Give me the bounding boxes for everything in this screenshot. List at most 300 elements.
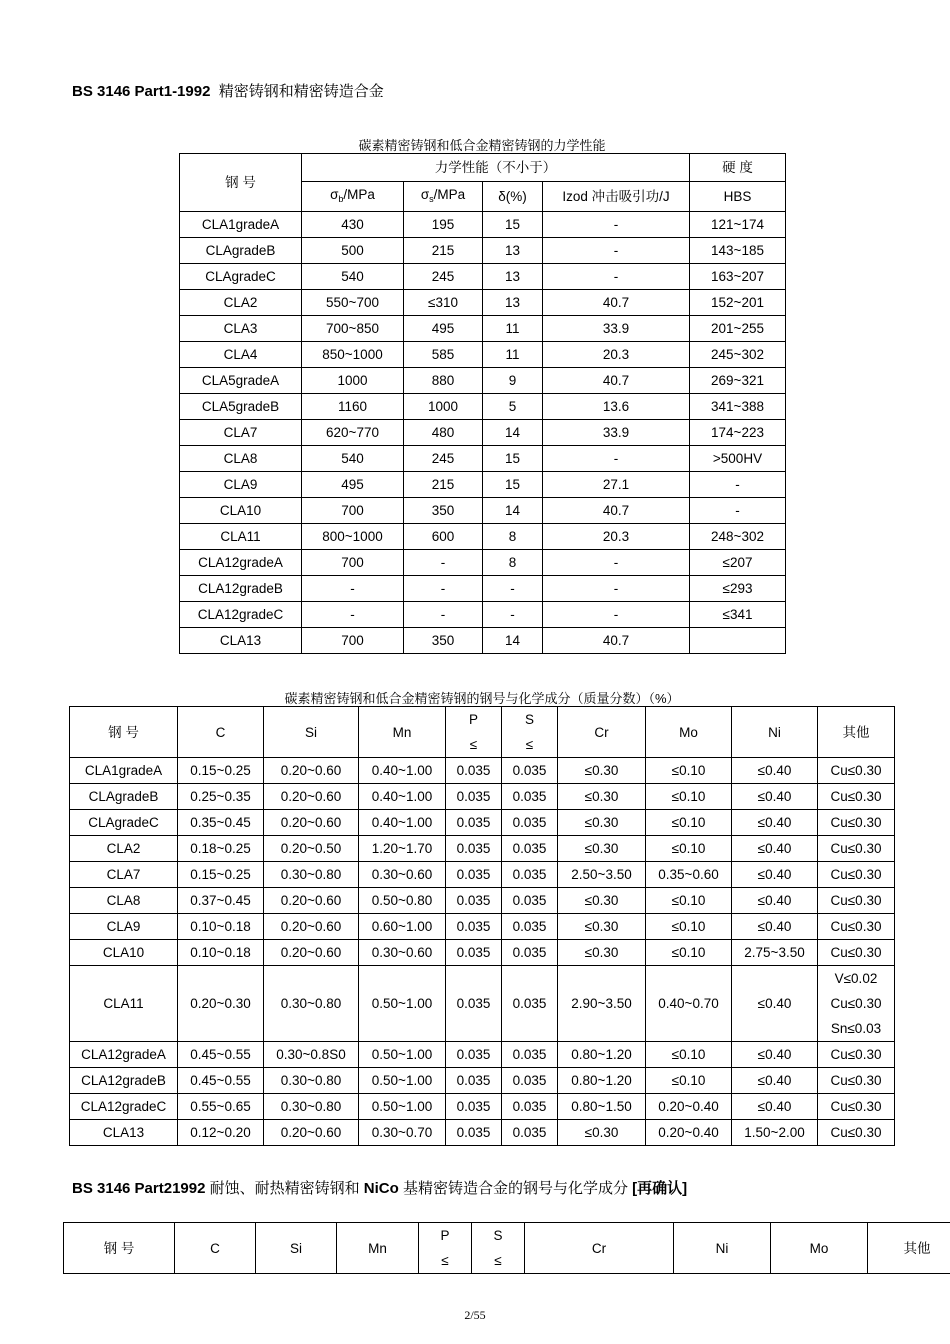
cell-s: 0.035 <box>502 784 558 810</box>
cell-elongation: 15 <box>483 212 543 238</box>
cell-hardness <box>690 628 786 654</box>
cell-si: 0.30~0.80 <box>264 1094 359 1120</box>
cell-izod-impact: - <box>543 550 690 576</box>
cell-cr: 2.90~3.50 <box>558 966 646 1042</box>
section-title: 精密铸钢和精密铸造合金 <box>218 83 384 100</box>
table-row <box>180 420 786 446</box>
header-other: 其他 <box>818 707 895 758</box>
header-izod-impact: Izod 冲击吸引功/J <box>543 182 690 212</box>
cell-tensile-strength: 700 <box>302 550 404 576</box>
cell-mn: 0.50~1.00 <box>359 1094 446 1120</box>
cell-tensile-strength: 800~1000 <box>302 524 404 550</box>
cell-hardness: 201~255 <box>690 316 786 342</box>
cell-steel-grade: CLA12gradeA <box>180 550 302 576</box>
header-yield-strength: $\sigma_s$/MPa <box>404 182 483 212</box>
cell-tensile-strength: - <box>302 602 404 628</box>
cell-p: 0.035 <box>446 940 502 966</box>
cell-other: Cu≤0.30 <box>818 758 895 784</box>
cell-steel-grade: CLA8 <box>70 888 178 914</box>
cell-c: 0.10~0.18 <box>178 940 264 966</box>
cell-other: Cu≤0.30 <box>818 784 895 810</box>
cell-mo: ≤0.10 <box>646 888 732 914</box>
cell-mn: 1.20~1.70 <box>359 836 446 862</box>
cell-hardness: 152~201 <box>690 290 786 316</box>
cell-mn: 0.50~1.00 <box>359 1042 446 1068</box>
cell-mo: ≤0.10 <box>646 940 732 966</box>
cell-cr: ≤0.30 <box>558 784 646 810</box>
cell-p: 0.035 <box>446 888 502 914</box>
table-row <box>180 498 786 524</box>
cell-mn: 0.50~1.00 <box>359 966 446 1042</box>
cell-steel-grade: CLA5gradeB <box>180 394 302 420</box>
table-row <box>70 1068 895 1094</box>
table-row <box>180 316 786 342</box>
cell-s: 0.035 <box>502 810 558 836</box>
cell-elongation: - <box>483 602 543 628</box>
cell-mn: 0.50~0.80 <box>359 888 446 914</box>
cell-mn: 0.40~1.00 <box>359 784 446 810</box>
header-mo: Mo <box>771 1223 868 1274</box>
cell-yield-strength: 880 <box>404 368 483 394</box>
cell-hardness: 248~302 <box>690 524 786 550</box>
table-row <box>180 446 786 472</box>
cell-mn: 0.60~1.00 <box>359 914 446 940</box>
cell-mo: ≤0.10 <box>646 914 732 940</box>
cell-steel-grade: CLA10 <box>180 498 302 524</box>
cell-elongation: 11 <box>483 342 543 368</box>
cell-p: 0.035 <box>446 836 502 862</box>
cell-c: 0.45~0.55 <box>178 1068 264 1094</box>
cell-steel-grade: CLA12gradeC <box>180 602 302 628</box>
cell-p: 0.035 <box>446 758 502 784</box>
cell-other <box>818 966 895 1042</box>
cell-yield-strength: 245 <box>404 264 483 290</box>
cell-mn: 0.30~0.60 <box>359 862 446 888</box>
cell-p: 0.035 <box>446 784 502 810</box>
cell-hardness: - <box>690 498 786 524</box>
cell-yield-strength: - <box>404 602 483 628</box>
header-steel-grade: 钢 号 <box>70 707 178 758</box>
cell-si: 0.20~0.60 <box>264 888 359 914</box>
cell-mn: 0.30~0.70 <box>359 1120 446 1146</box>
cell-ni: ≤0.40 <box>732 966 818 1042</box>
cell-ni: ≤0.40 <box>732 1068 818 1094</box>
cell-cr: ≤0.30 <box>558 914 646 940</box>
table-row <box>70 784 895 810</box>
cell-other: Cu≤0.30 <box>818 1042 895 1068</box>
table-row <box>70 758 895 784</box>
cell-izod-impact: 33.9 <box>543 316 690 342</box>
cell-cr: ≤0.30 <box>558 758 646 784</box>
table-row <box>180 264 786 290</box>
header-cr: Cr <box>525 1223 674 1274</box>
cell-s: 0.035 <box>502 1042 558 1068</box>
cell-steel-grade: CLA12gradeB <box>70 1068 178 1094</box>
cell-ni: ≤0.40 <box>732 784 818 810</box>
header-si: Si <box>264 707 359 758</box>
corrosion-resistant-composition-table <box>63 1222 950 1274</box>
cell-si: 0.30~0.80 <box>264 1068 359 1094</box>
cell-hardness: 341~388 <box>690 394 786 420</box>
header-hbs: HBS <box>690 182 786 212</box>
cell-elongation: 14 <box>483 628 543 654</box>
cell-izod-impact: 40.7 <box>543 290 690 316</box>
cell-s: 0.035 <box>502 758 558 784</box>
cell-si: 0.20~0.60 <box>264 940 359 966</box>
cell-yield-strength: 215 <box>404 238 483 264</box>
cell-mo: ≤0.10 <box>646 836 732 862</box>
cell-c: 0.15~0.25 <box>178 862 264 888</box>
cell-izod-impact: 40.7 <box>543 368 690 394</box>
table-row <box>180 628 786 654</box>
cell-steel-grade: CLA2 <box>180 290 302 316</box>
cell-s: 0.035 <box>502 940 558 966</box>
cell-s: 0.035 <box>502 1120 558 1146</box>
cell-cr: 0.80~1.50 <box>558 1094 646 1120</box>
header-ni: Ni <box>674 1223 771 1274</box>
cell-tensile-strength: 540 <box>302 446 404 472</box>
cell-mn: 0.30~0.60 <box>359 940 446 966</box>
cell-c: 0.25~0.35 <box>178 784 264 810</box>
cell-steel-grade: CLA13 <box>70 1120 178 1146</box>
table-row <box>180 472 786 498</box>
cell-elongation: 8 <box>483 550 543 576</box>
cell-hardness: 121~174 <box>690 212 786 238</box>
standard-code: BS 3146 Part1-1992 <box>72 83 211 100</box>
header-ni: Ni <box>732 707 818 758</box>
header-mo: Mo <box>646 707 732 758</box>
cell-p: 0.035 <box>446 1042 502 1068</box>
cell-si: 0.30~0.80 <box>264 966 359 1042</box>
cell-ni: ≤0.40 <box>732 836 818 862</box>
header-p: P ≤ <box>419 1223 472 1274</box>
cell-hardness: ≤341 <box>690 602 786 628</box>
header-mn: Mn <box>337 1223 419 1274</box>
cell-steel-grade: CLAgradeC <box>70 810 178 836</box>
cell-izod-impact: 27.1 <box>543 472 690 498</box>
cell-tensile-strength: 700~850 <box>302 316 404 342</box>
section-heading-part1 <box>72 80 384 101</box>
table-row <box>180 576 786 602</box>
cell-other: Cu≤0.30 <box>818 940 895 966</box>
cell-elongation: 13 <box>483 264 543 290</box>
cell-ni: ≤0.40 <box>732 1042 818 1068</box>
cell-c: 0.20~0.30 <box>178 966 264 1042</box>
cell-elongation: 5 <box>483 394 543 420</box>
header-other: 其他 <box>868 1223 950 1274</box>
cell-yield-strength: 480 <box>404 420 483 446</box>
cell-cr: 2.50~3.50 <box>558 862 646 888</box>
cell-c: 0.12~0.20 <box>178 1120 264 1146</box>
cell-other: Cu≤0.30 <box>818 1094 895 1120</box>
table-row <box>180 368 786 394</box>
cell-elongation: 13 <box>483 238 543 264</box>
table-row <box>180 524 786 550</box>
cell-yield-strength: 215 <box>404 472 483 498</box>
table-row <box>70 1094 895 1120</box>
cell-si: 0.20~0.60 <box>264 810 359 836</box>
cell-steel-grade: CLAgradeB <box>180 238 302 264</box>
cell-yield-strength: 350 <box>404 498 483 524</box>
cell-si: 0.30~0.8S0 <box>264 1042 359 1068</box>
cell-izod-impact: 20.3 <box>543 524 690 550</box>
cell-mo: ≤0.10 <box>646 810 732 836</box>
cell-hardness: - <box>690 472 786 498</box>
cell-ni: ≤0.40 <box>732 758 818 784</box>
cell-steel-grade: CLA8 <box>180 446 302 472</box>
table-row <box>180 290 786 316</box>
cell-yield-strength: - <box>404 576 483 602</box>
cell-s: 0.035 <box>502 1094 558 1120</box>
cell-si: 0.20~0.60 <box>264 1120 359 1146</box>
cell-tensile-strength: 540 <box>302 264 404 290</box>
cell-ni: ≤0.40 <box>732 810 818 836</box>
cell-hardness: ≤293 <box>690 576 786 602</box>
cell-ni: ≤0.40 <box>732 888 818 914</box>
cell-mo: ≤0.10 <box>646 784 732 810</box>
cell-cr: ≤0.30 <box>558 888 646 914</box>
nico-label: NiCo <box>363 1180 399 1197</box>
cell-izod-impact: 33.9 <box>543 420 690 446</box>
cell-steel-grade: CLA1gradeA <box>70 758 178 784</box>
cell-tensile-strength: 550~700 <box>302 290 404 316</box>
cell-tensile-strength: 620~770 <box>302 420 404 446</box>
cell-mo: ≤0.10 <box>646 1068 732 1094</box>
header-steel-grade: 钢 号 <box>180 154 302 212</box>
cell-ni: 1.50~2.00 <box>732 1120 818 1146</box>
cell-steel-grade: CLA12gradeA <box>70 1042 178 1068</box>
cell-p: 0.035 <box>446 1120 502 1146</box>
cell-mo: 0.20~0.40 <box>646 1120 732 1146</box>
cell-hardness: >500HV <box>690 446 786 472</box>
table-row <box>180 212 786 238</box>
cell-s: 0.035 <box>502 966 558 1042</box>
cell-steel-grade: CLA13 <box>180 628 302 654</box>
cell-s: 0.035 <box>502 888 558 914</box>
cell-cr: 0.80~1.20 <box>558 1068 646 1094</box>
cell-si: 0.20~0.60 <box>264 914 359 940</box>
cell-cr: ≤0.30 <box>558 836 646 862</box>
cell-si: 0.20~0.50 <box>264 836 359 862</box>
header-elongation: δ(%) <box>483 182 543 212</box>
table-row <box>70 1042 895 1068</box>
cell-steel-grade: CLA10 <box>70 940 178 966</box>
cell-steel-grade: CLA5gradeA <box>180 368 302 394</box>
cell-mo: ≤0.10 <box>646 1042 732 1068</box>
cell-c: 0.10~0.18 <box>178 914 264 940</box>
table-row <box>180 342 786 368</box>
table-row <box>70 810 895 836</box>
cell-p: 0.035 <box>446 810 502 836</box>
cell-ni: 2.75~3.50 <box>732 940 818 966</box>
cell-c: 0.37~0.45 <box>178 888 264 914</box>
header-tensile-strength: $\sigma_b$/MPa <box>302 182 404 212</box>
table-row <box>180 550 786 576</box>
cell-steel-grade: CLA9 <box>180 472 302 498</box>
other-element-value: V≤0.02 <box>834 971 878 986</box>
cell-yield-strength: 350 <box>404 628 483 654</box>
header-s: S ≤ <box>472 1223 525 1274</box>
cell-elongation: 15 <box>483 472 543 498</box>
cell-izod-impact: - <box>543 264 690 290</box>
cell-s: 0.035 <box>502 836 558 862</box>
header-si: Si <box>256 1223 337 1274</box>
cell-elongation: - <box>483 576 543 602</box>
table-row <box>70 914 895 940</box>
cell-hardness: 269~321 <box>690 368 786 394</box>
cell-s: 0.035 <box>502 862 558 888</box>
table-row <box>180 238 786 264</box>
cell-tensile-strength: 430 <box>302 212 404 238</box>
cell-other: Cu≤0.30 <box>818 862 895 888</box>
mechanical-properties-table <box>179 153 786 654</box>
cell-steel-grade: CLA1gradeA <box>180 212 302 238</box>
cell-elongation: 15 <box>483 446 543 472</box>
cell-izod-impact: 20.3 <box>543 342 690 368</box>
cell-izod-impact: - <box>543 238 690 264</box>
header-p: P ≤ <box>446 707 502 758</box>
cell-tensile-strength: - <box>302 576 404 602</box>
cell-other: Cu≤0.30 <box>818 1120 895 1146</box>
table-row <box>180 602 786 628</box>
cell-ni: ≤0.40 <box>732 1094 818 1120</box>
cell-c: 0.45~0.55 <box>178 1042 264 1068</box>
cell-c: 0.18~0.25 <box>178 836 264 862</box>
cell-izod-impact: 40.7 <box>543 498 690 524</box>
cell-tensile-strength: 500 <box>302 238 404 264</box>
cell-steel-grade: CLAgradeB <box>70 784 178 810</box>
cell-cr: 0.80~1.20 <box>558 1042 646 1068</box>
cell-steel-grade: CLA12gradeC <box>70 1094 178 1120</box>
other-element-value: Sn≤0.03 <box>830 1021 882 1036</box>
table-row <box>180 394 786 420</box>
header-cr: Cr <box>558 707 646 758</box>
cell-mo: 0.40~0.70 <box>646 966 732 1042</box>
cell-other: Cu≤0.30 <box>818 1068 895 1094</box>
table-row <box>70 940 895 966</box>
cell-other: Cu≤0.30 <box>818 914 895 940</box>
cell-tensile-strength: 850~1000 <box>302 342 404 368</box>
cell-izod-impact: - <box>543 446 690 472</box>
cell-p: 0.035 <box>446 862 502 888</box>
cell-yield-strength: 195 <box>404 212 483 238</box>
cell-steel-grade: CLA7 <box>180 420 302 446</box>
cell-steel-grade: CLA9 <box>70 914 178 940</box>
cell-tensile-strength: 700 <box>302 498 404 524</box>
cell-steel-grade: CLA11 <box>180 524 302 550</box>
header-c: C <box>175 1223 256 1274</box>
standard-code: BS 3146 Part21992 <box>72 1180 206 1197</box>
cell-steel-grade: CLA12gradeB <box>180 576 302 602</box>
cell-hardness: 174~223 <box>690 420 786 446</box>
header-c: C <box>178 707 264 758</box>
reconfirm-note: [再确认] <box>632 1180 688 1197</box>
cell-izod-impact: 13.6 <box>543 394 690 420</box>
cell-izod-impact: - <box>543 602 690 628</box>
cell-izod-impact: - <box>543 212 690 238</box>
table-row <box>70 862 895 888</box>
cell-elongation: 8 <box>483 524 543 550</box>
cell-c: 0.35~0.45 <box>178 810 264 836</box>
cell-hardness: ≤207 <box>690 550 786 576</box>
cell-ni: ≤0.40 <box>732 914 818 940</box>
cell-yield-strength: 245 <box>404 446 483 472</box>
cell-other: Cu≤0.30 <box>818 810 895 836</box>
cell-c: 0.55~0.65 <box>178 1094 264 1120</box>
table1-caption: 碳素精密铸钢和低合金精密铸钢的力学性能 <box>358 138 606 153</box>
section-title-a: 耐蚀、耐热精密铸钢和 <box>209 1180 360 1197</box>
cell-hardness: 143~185 <box>690 238 786 264</box>
header-s: S ≤ <box>502 707 558 758</box>
cell-tensile-strength: 700 <box>302 628 404 654</box>
cell-tensile-strength: 495 <box>302 472 404 498</box>
table-row <box>70 836 895 862</box>
cell-hardness: 163~207 <box>690 264 786 290</box>
cell-elongation: 14 <box>483 420 543 446</box>
cell-yield-strength: 1000 <box>404 394 483 420</box>
cell-yield-strength: 585 <box>404 342 483 368</box>
cell-hardness: 245~302 <box>690 342 786 368</box>
cell-elongation: 9 <box>483 368 543 394</box>
cell-p: 0.035 <box>446 914 502 940</box>
cell-steel-grade: CLAgradeC <box>180 264 302 290</box>
cell-izod-impact: 40.7 <box>543 628 690 654</box>
cell-yield-strength: 495 <box>404 316 483 342</box>
table-row <box>70 966 895 1042</box>
section-title-b: 基精密铸造合金的钢号与化学成分 <box>402 1180 628 1197</box>
cell-mn: 0.50~1.00 <box>359 1068 446 1094</box>
cell-other: Cu≤0.30 <box>818 888 895 914</box>
section-heading-part2 <box>72 1177 687 1198</box>
cell-mo: ≤0.10 <box>646 758 732 784</box>
cell-yield-strength: ≤310 <box>404 290 483 316</box>
cell-s: 0.035 <box>502 914 558 940</box>
cell-yield-strength: - <box>404 550 483 576</box>
cell-mn: 0.40~1.00 <box>359 758 446 784</box>
table-row <box>70 888 895 914</box>
cell-si: 0.30~0.80 <box>264 862 359 888</box>
cell-izod-impact: - <box>543 576 690 602</box>
table-row <box>70 1120 895 1146</box>
cell-si: 0.20~0.60 <box>264 758 359 784</box>
cell-ni: ≤0.40 <box>732 862 818 888</box>
cell-steel-grade: CLA11 <box>70 966 178 1042</box>
cell-cr: ≤0.30 <box>558 1120 646 1146</box>
chemical-composition-table <box>69 706 895 1146</box>
cell-p: 0.035 <box>446 1068 502 1094</box>
cell-p: 0.035 <box>446 1094 502 1120</box>
cell-cr: ≤0.30 <box>558 940 646 966</box>
cell-other: Cu≤0.30 <box>818 836 895 862</box>
header-hardness: 硬 度 <box>690 154 786 182</box>
header-steel-grade: 钢 号 <box>64 1223 175 1274</box>
cell-elongation: 11 <box>483 316 543 342</box>
table2-caption: 碳素精密铸钢和低合金精密铸钢的钢号与化学成分（质量分数）（%） <box>284 691 680 706</box>
page-number: 2/55 <box>464 1308 486 1322</box>
cell-steel-grade: CLA2 <box>70 836 178 862</box>
cell-steel-grade: CLA7 <box>70 862 178 888</box>
cell-steel-grade: CLA4 <box>180 342 302 368</box>
cell-si: 0.20~0.60 <box>264 784 359 810</box>
cell-p: 0.035 <box>446 966 502 1042</box>
cell-mo: 0.35~0.60 <box>646 862 732 888</box>
cell-tensile-strength: 1000 <box>302 368 404 394</box>
other-element-value: Cu≤0.30 <box>830 996 882 1011</box>
cell-mo: 0.20~0.40 <box>646 1094 732 1120</box>
header-mechanical-properties: 力学性能（不小于） <box>302 154 690 182</box>
cell-cr: ≤0.30 <box>558 810 646 836</box>
header-mn: Mn <box>359 707 446 758</box>
